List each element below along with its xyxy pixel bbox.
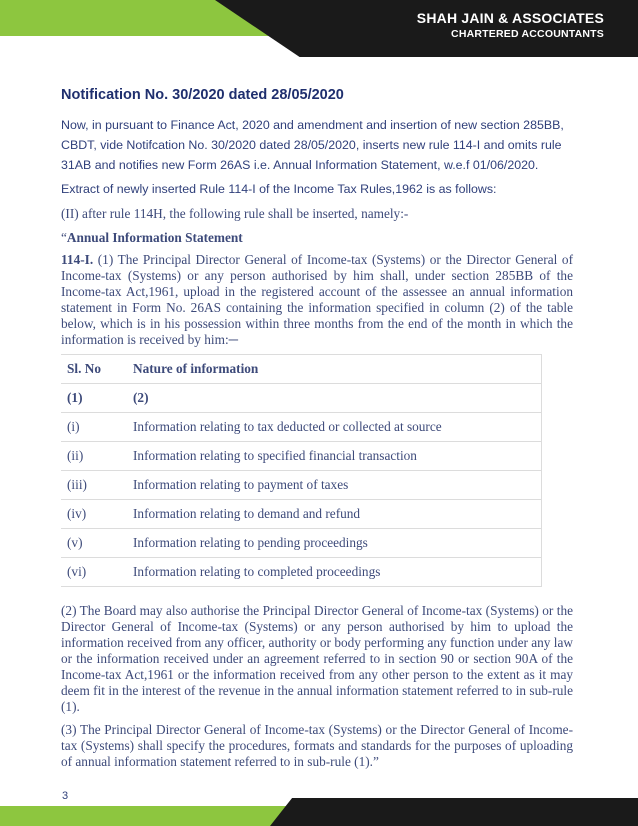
page-title: Notification No. 30/2020 dated 28/05/2020 [61,87,344,103]
rule-paragraph [61,252,573,348]
table-cell: Information relating to pending proceedings [133,529,542,558]
heading-text: Annual Information Statement [66,230,243,245]
page-number: 3 [62,790,69,802]
firm-branding [417,10,604,40]
heading-quote: “ [61,230,67,245]
table-cell: Information relating to tax deducted or collected at source [133,413,542,442]
table-cell: (iii) [61,471,133,500]
document-body [61,87,573,770]
table-header-cell: Sl. No [61,355,133,384]
table-cell: Information relating to demand and refund [133,500,542,529]
table-subheader-row [61,384,542,413]
footer-black-band [270,798,638,826]
sub-rule-2-paragraph: (2) The Board may also authorise the Principal Director General of Income-tax (Systems) or the Director General of Income-tax (Systems) or any person authorised by him to upload the information received from any officer, authority or body performing any function under any law or the information received under an agreement referred to in section 90 or section 90A of the Income-tax Act,1961 or the information received from any other person to the extent as it may deem fit in the interest of the revenue in the annual information statement referred to in sub-rule (1). [61,603,573,714]
table-header-cell: Nature of information [133,355,542,384]
table-row [61,558,542,587]
table-row [61,442,542,471]
firm-name: SHAH JAIN & ASSOCIATES [416,10,604,26]
table-cell: Information relating to payment of taxes [133,471,542,500]
firm-subtitle: CHARTERED ACCOUNTANTS [451,28,604,40]
information-table [61,354,542,587]
table-cell: (iv) [61,500,133,529]
table-subheader-cell: (1) [61,384,133,413]
table-cell: (v) [61,529,133,558]
section-heading [61,230,573,246]
table-cell: (vi) [61,558,133,587]
table-row [61,529,542,558]
table-row [61,500,542,529]
table-cell: (i) [61,413,133,442]
table-cell: (ii) [61,442,133,471]
table-row [61,471,542,500]
sub-rule-3-paragraph: (3) The Principal Director General of Income-tax (Systems) or the Director General of Income-tax (Systems) shall specify the procedures, formats and standards for the purposes of uploading of annual information statement referred to in sub-rule (1).” [61,722,573,769]
extract-line: Extract of newly inserted Rule 114-I of the Income Tax Rules,1962 is as follows: [61,182,497,196]
intro-paragraph: Now, in pursuant to Finance Act, 2020 and amendment and insertion of new section 285BB, CBDT, vide Notifcation No. 30/2020 dated 28/05/2020, inserts new rule 114-I and omits rule 31AB and notifies new Form 26AS i.e. Annual Information Statement, w.e.f 01/06/2020. [61,118,564,172]
table-row [61,413,542,442]
after-rule-line: (II) after rule 114H, the following rule shall be inserted, namely:- [61,206,409,221]
table-cell: Information relating to completed proceedings [133,558,542,587]
table-header-row [61,355,542,384]
table-subheader-cell: (2) [133,384,542,413]
table-cell: Information relating to specified financial transaction [133,442,542,471]
rule-number: 114-I. [61,252,94,267]
rule-text: (1) The Principal Director General of Income-tax (Systems) or the Director General of Income-tax (Systems) or any person authorised by him shall, under section 285BB of the Income-tax Act,1961, upload in the registered account of the assessee an annual information statement in Form No. 26AS containing the information specified in column (2) of the table below, which is in his possession within three months from the end of the month in which the information is received by him:─ [61,252,573,347]
